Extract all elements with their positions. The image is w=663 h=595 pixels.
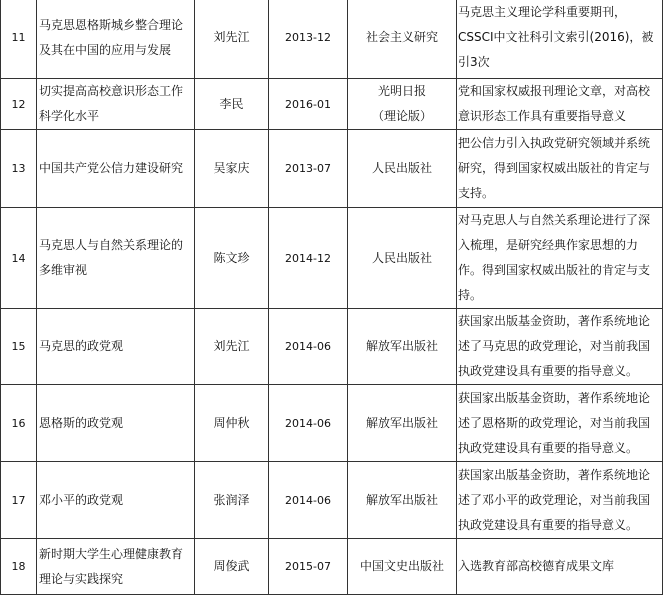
work-title: [37, 130, 195, 208]
impact-note: [457, 208, 663, 309]
impact-note-line: 述了邓小平的政党理论，对当前我国: [458, 492, 651, 507]
publish-date: 2014-06: [269, 309, 348, 385]
publisher: [348, 462, 457, 539]
work-title-line: 新时期大学生心理健康教育: [39, 546, 184, 561]
publisher-line: 人民出版社: [371, 250, 432, 265]
work-title: [37, 79, 195, 130]
row-index: 12: [1, 79, 37, 130]
publish-date: 2013-07: [269, 130, 348, 208]
table-row: [1, 309, 663, 385]
publisher: [348, 385, 457, 462]
publisher: [348, 309, 457, 385]
impact-note-line: 把公信力引入执政党研究领域并系统: [458, 136, 651, 150]
table-row: [1, 462, 663, 539]
impact-note-line: 党和国家权威报刊理论文章，对高校: [458, 84, 651, 98]
publisher: [348, 539, 457, 595]
impact-note-line: 执政党建设具有重要的指导意义。: [458, 440, 639, 455]
table-row: [1, 385, 663, 462]
author-name: 刘先江: [195, 0, 269, 79]
author-name: 陈文珍: [195, 208, 269, 309]
impact-note-line: 获国家出版基金资助，著作系统地论: [458, 314, 651, 328]
impact-note-line: 作。得到国家权威出版社的肯定与支: [458, 263, 651, 277]
impact-note: [457, 130, 663, 208]
impact-note-line: 持。: [458, 288, 483, 302]
impact-note-line: 述了恩格斯的政党理论，对当前我国: [458, 415, 651, 430]
row-index: 14: [1, 208, 37, 309]
row-index: 15: [1, 309, 37, 385]
work-title: [37, 208, 195, 309]
impact-note-line: 执政党建设具有重要的指导意义。: [458, 364, 639, 378]
work-title: [37, 462, 195, 539]
impact-note-line: CSSCI中文社科引文索引(2016)，被: [458, 30, 654, 44]
work-title-line: 切实提高高校意识形态工作: [39, 84, 184, 98]
impact-note-line: 对马克思人与自然关系理论进行了深: [458, 213, 651, 227]
publisher-line: 解放军出版社: [365, 415, 438, 430]
impact-note-line: 述了马克思的政党理论，对当前我国: [458, 339, 651, 353]
work-title-line: 理论与实践探究: [39, 571, 124, 586]
impact-note-line: 入梳理，是研究经典作家思想的力: [458, 238, 639, 252]
author-name: 李民: [195, 79, 269, 130]
row-index: 11: [1, 0, 37, 79]
impact-note-line: 意识形态工作具有重要指导意义: [458, 109, 627, 123]
publisher: [348, 208, 457, 309]
publisher: [348, 79, 457, 130]
publish-date: 2013-12: [269, 0, 348, 79]
publish-date: 2014-06: [269, 385, 348, 462]
work-title: [37, 0, 195, 79]
author-name: 吴家庆: [195, 130, 269, 208]
work-title: [37, 385, 195, 462]
publisher: [348, 130, 457, 208]
work-title-line: 马克思的政党观: [39, 339, 124, 353]
work-title-line: 邓小平的政党观: [39, 492, 124, 507]
work-title-line: 科学化水平: [39, 109, 100, 123]
publisher-line: （理论版）: [371, 109, 432, 123]
publisher-line: 解放军出版社: [365, 492, 438, 507]
table-row: [1, 130, 663, 208]
publisher-line: 人民出版社: [371, 161, 432, 175]
work-title-line: 多维审视: [39, 263, 88, 277]
impact-note-line: 支持。: [458, 186, 495, 200]
impact-note: [457, 385, 663, 462]
publisher-line: 社会主义研究: [365, 30, 438, 44]
table-row: [1, 0, 663, 79]
author-name: 张润泽: [195, 462, 269, 539]
publish-date: 2014-06: [269, 462, 348, 539]
row-index: 17: [1, 462, 37, 539]
impact-note: [457, 0, 663, 79]
impact-note-line: 获国家出版基金资助，著作系统地论: [458, 390, 651, 405]
publisher: [348, 0, 457, 79]
impact-note-line: 引3次: [458, 55, 490, 69]
impact-note-line: 研究，得到国家权威出版社的肯定与: [458, 161, 651, 175]
work-title: [37, 539, 195, 595]
work-title-line: 中国共产党公信力建设研究: [39, 161, 184, 175]
impact-note: [457, 309, 663, 385]
work-title-line: 恩格斯的政党观: [39, 415, 124, 430]
work-title-line: 马克思恩格斯城乡整合理论: [39, 17, 184, 32]
author-name: 周仲秋: [195, 385, 269, 462]
impact-note-line: 获国家出版基金资助，著作系统地论: [458, 467, 651, 482]
publish-date: 2014-12: [269, 208, 348, 309]
table-row: [1, 208, 663, 309]
author-name: 周俊武: [195, 539, 269, 595]
table-row: [1, 539, 663, 595]
work-title-line: 及其在中国的应用与发展: [39, 42, 172, 57]
impact-note-line: 入选教育部高校德育成果文库: [458, 559, 615, 573]
impact-note-line: 执政党建设具有重要的指导意义。: [458, 517, 639, 532]
publisher-line: 光明日报: [377, 84, 426, 98]
impact-note-line: 马克思主义理论学科重要期刊，: [458, 5, 627, 19]
table-body: [1, 0, 663, 595]
publish-date: 2016-01: [269, 79, 348, 130]
publisher-line: 解放军出版社: [365, 339, 438, 353]
publish-date: 2015-07: [269, 539, 348, 595]
row-index: 18: [1, 539, 37, 595]
impact-note: [457, 79, 663, 130]
author-name: 刘先江: [195, 309, 269, 385]
row-index: 16: [1, 385, 37, 462]
impact-note: [457, 539, 663, 595]
work-title-line: 马克思人与自然关系理论的: [39, 238, 184, 252]
publisher-line: 中国文史出版社: [359, 559, 444, 573]
row-index: 13: [1, 130, 37, 208]
impact-note: [457, 462, 663, 539]
work-title: [37, 309, 195, 385]
table-row: [1, 79, 663, 130]
